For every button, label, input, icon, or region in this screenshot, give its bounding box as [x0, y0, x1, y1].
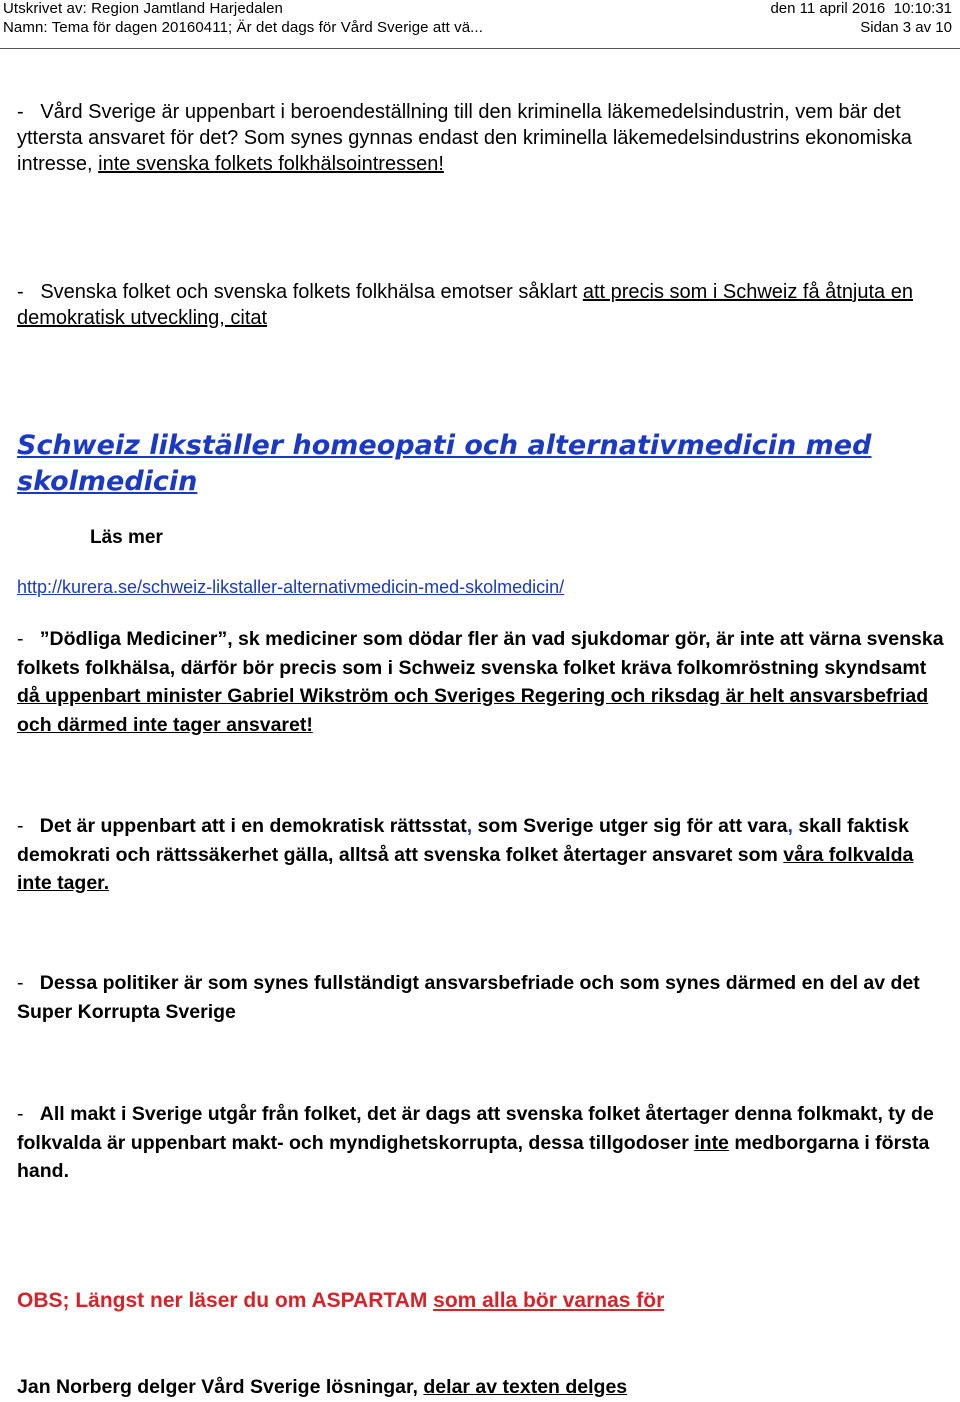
page-number: Sidan 3 av 10 — [860, 19, 952, 36]
print-datetime — [770, 0, 952, 18]
bullet-dash: - — [17, 101, 24, 123]
underlined-text: att precis som i Schweiz få åtnjuta en demokratisk utveckling, citat — [17, 281, 913, 329]
article-url-row — [17, 577, 947, 598]
paragraph-text: Vård Sverige är uppenbart i beroendeställning till den kriminella läkemedelsindustrin, vem bär det yttersta ansvaret för det? Som synes gynnas endast den kriminella läkemedelsindustrins ekonomiska intresse, — [17, 101, 912, 175]
blue-comma: , — [466, 815, 473, 837]
paragraph-3 — [17, 625, 947, 739]
paragraph-text-b: som Sverige utger sig för att vara — [472, 815, 788, 837]
name-label: Namn: — [3, 19, 48, 36]
obs-text: OBS; Längst ner läser du om ASPARTAM — [17, 1289, 428, 1312]
bullet-dash: - — [17, 281, 24, 303]
document-name — [3, 19, 483, 37]
print-header — [0, 0, 960, 49]
header-row-1 — [3, 0, 952, 18]
blue-comma: , — [787, 815, 793, 837]
printed-by-value: Region Jamtland Harjedalen — [91, 0, 283, 17]
paragraph-4 — [17, 812, 947, 898]
paragraph-1 — [17, 99, 947, 177]
printed-by-label: Utskrivet av: — [3, 0, 87, 17]
print-time: 10:10:31 — [893, 0, 952, 17]
paragraph-5 — [17, 969, 947, 1026]
paragraph-text-a: All makt i Sverige utgår från folket, det är dags att svenska folket återtager denna folkmakt, ty de folkvalda är uppenbart makt- och myndighetskorrupta, dessa tillgodoser — [17, 1103, 934, 1154]
author-note-underlined: delar av texten delges — [423, 1376, 628, 1398]
printed-by — [3, 0, 283, 18]
underlined-text: då uppenbart minister Gabriel Wikström och Sveriges Regering och riksdag är helt ansvarsbefriad och därmed inte tager ansvaret! — [17, 685, 929, 736]
paragraph-text-a: Det är uppenbart att i en demokratisk rättsstat — [39, 815, 467, 837]
obs-underlined-text: som alla bör varnas för — [433, 1289, 665, 1312]
paragraph-6 — [17, 1100, 947, 1186]
paragraph-text-c: skall faktisk demokrati och rättssäkerhet gälla, alltså att svenska folket återtager ansvaret som — [17, 815, 909, 866]
paragraph-text-b: medborgarna i första hand. — [17, 1131, 930, 1182]
paragraph-text: ”Dödliga Mediciner”, sk mediciner som dödar fler än vad sjukdomar gör, är inte att värna svenska folkets folkhälsa, därför bör precis som i Schweiz svenska folket kräva folkomröstning skyndsamt — [17, 628, 944, 679]
bullet-dash: - — [17, 628, 24, 650]
obs-notice — [17, 1289, 947, 1313]
paragraph-text: Svenska folket och svenska folkets folkhälsa emotser såklart — [40, 281, 583, 303]
bullet-dash: - — [17, 1103, 24, 1125]
article-title-line-1[interactable]: Schweiz likställer homeopati och alternativmedicin med — [17, 430, 872, 461]
underlined-text: våra folkvalda inte tager. — [17, 843, 914, 894]
bullet-dash: - — [17, 815, 24, 837]
bullet-dash: - — [17, 972, 24, 994]
underlined-text: inte svenska folkets folkhälsointressen! — [98, 153, 444, 175]
article-title-line-2[interactable]: skolmedicin — [17, 466, 198, 497]
author-note-text: Jan Norberg delger Vård Sverige lösningar, — [17, 1376, 424, 1398]
author-note — [17, 1373, 947, 1402]
paragraph-text: Dessa politiker är som synes fullständigt ansvarsbefriade och som synes därmed en del av det Super Korrupta Sverige — [17, 972, 920, 1023]
header-row-2 — [3, 19, 952, 37]
article-title-link[interactable] — [17, 428, 947, 500]
name-value: Tema för dagen 20160411; Är det dags för Vård Sverige att vä... — [51, 19, 483, 36]
paragraph-2 — [17, 279, 947, 331]
read-more-label: Läs mer — [90, 527, 163, 548]
print-date: den 11 april 2016 — [770, 0, 886, 17]
article-url-link[interactable]: http://kurera.se/schweiz-likstaller-alternativmedicin-med-skolmedicin/ — [17, 577, 565, 597]
underlined-text: inte — [694, 1131, 729, 1154]
